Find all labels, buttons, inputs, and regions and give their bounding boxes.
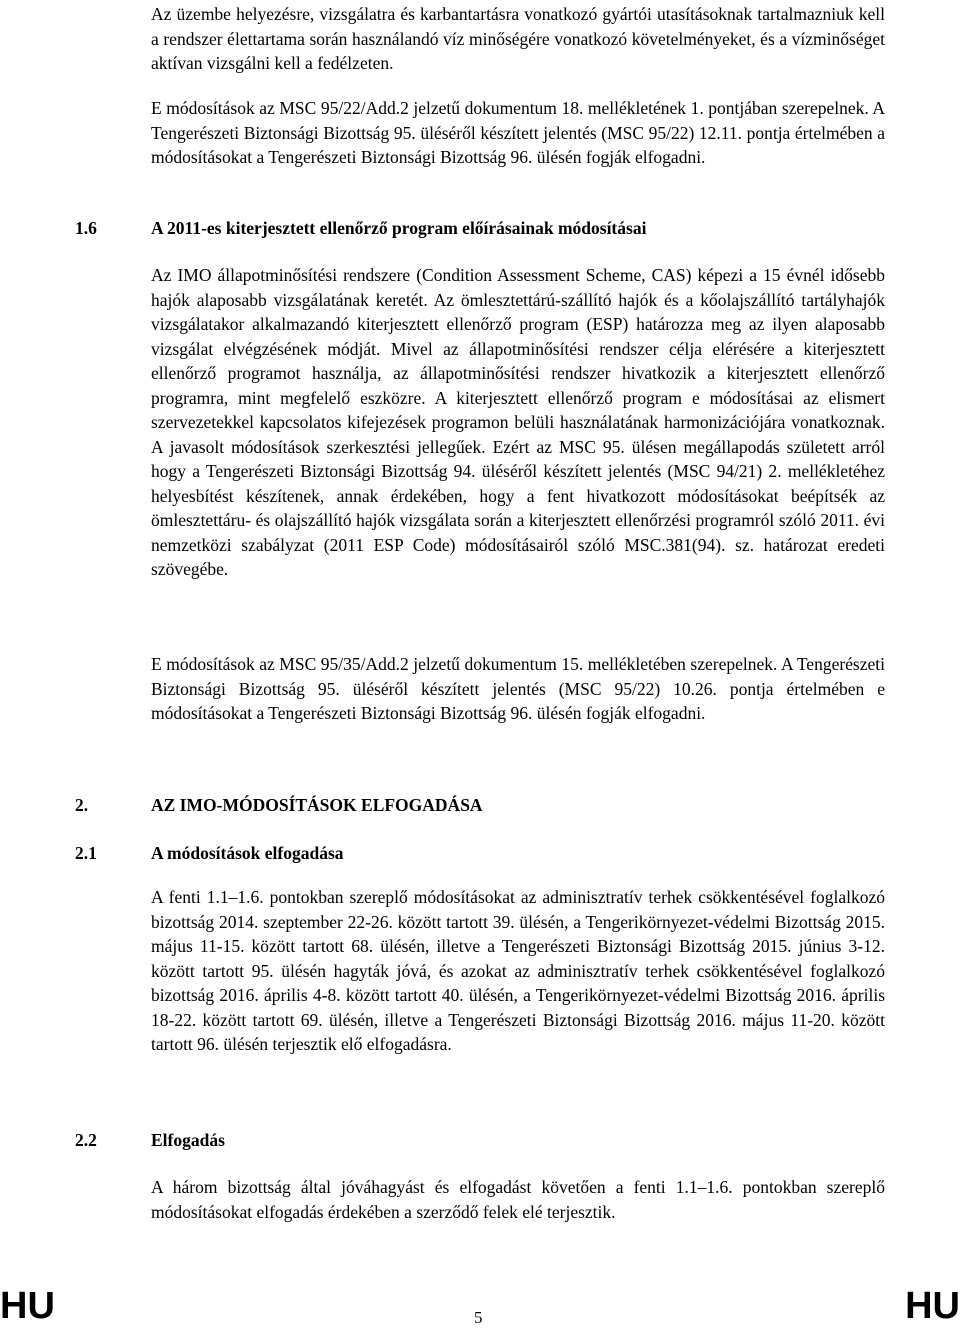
section-title-2-2: Elfogadás [151,1130,225,1150]
section-title-2-1: A módosítások elfogadása [151,843,344,863]
section-number-2-1: 2.1 [75,843,97,863]
footer-language-left: HU [0,1285,55,1327]
section-title-2: AZ IMO-MÓDOSÍTÁSOK ELFOGADÁSA [151,795,483,815]
section-number-2-2: 2.2 [75,1130,97,1150]
paragraph-msc-95-22-add2: E módosítások az MSC 95/22/Add.2 jelzetű dokumentum 18. mellékletének 1. pontjában szerepelnek. A Tengerészeti Biztonsági Bizottság 95. üléséről készített jelentés (MSC 95/22) 12.11. pontja értelmében a módosításokat a Tengerészeti Biztonsági Bizottság 96. ülésén fogják elfogadni. [151,98,885,167]
section-number-2: 2. [75,795,89,815]
section-number-1-6: 1.6 [75,218,97,238]
footer-page-number: 5 [474,1308,483,1327]
paragraph-cas-esp: Az IMO állapotminősítési rendszere (Condition Assessment Scheme, CAS) képezi a 15 évnél idősebb hajók alaposabb vizsgálatának keretét. Az ömlesztettárú-szállító hajók és a kőolajszállító tartályhajók vizsgálatakor alkalmazandó kiterjesztett ellenőrző program (ESP) határozza meg az ilyen alaposabb vizsgálat elvégzésének módját. Mivel az állapotminősítési rendszer célja elérésére a kiterjesztett ellenőrző programot használja, az állapotminősítési rendszer hivatkozik a kiterjesztett ellenőrző programra, mint megfelelő eszközre. A kiterjesztett ellenőrző program e módosításai az elismert szervezetekkel kapcsolatos kifejezések programon belüli használatának harmonizációjára vonatkoznak. A javasolt módosítások szerkesztési jellegűek. Ezért az MSC 95. ülésen megállapodás született arról hogy a Tengerészeti Biztonsági Bizottság 94. üléséről készített jelentés (MSC 94/21) 2. mellékletéhez helyesbítést készítenek, annak érdekében, hogy a fent hivatkozott módosításokat beépítsék az ömlesztettáru- és olajszállító hajók vizsgálata során a kiterjesztett ellenőrzési programról szóló 2011. évi nemzetközi szabályzat (2011 ESP Code) módosításairól szóló MSC.381(94). sz. határozat eredeti szövegébe. [151,265,885,579]
section-title-1-6: A 2011-es kiterjesztett ellenőrző program előírásainak módosításai [151,218,647,238]
paragraph-approval: A fenti 1.1–1.6. pontokban szereplő módosításokat az adminisztratív terhek csökkentésével foglalkozó bizottság 2014. szeptember 22-26. között tartott 39. ülésén, a Tengerikörnyezet-védelmi Bizottság 2015. május 11-15. között tartott 68. ülésén, illetve a Tengerészeti Biztonsági Bizottság 2015. június 3-12. között tartott 95. ülésén hagyták jóvá, és azokat az adminisztratív terhek csökkentésével foglalkozó bizottság 2016. április 4-8. között tartott 40. ülésén, a Tengerikörnyezet-védelmi Bizottság 2016. április 18-22. között tartott 69. ülésén, illetve a Tengerészeti Biztonsági Bizottság 2016. május 11-20. között tartott 96. ülésén terjesztik elő elfogadásra. [151,887,885,1054]
footer-language-right: HU [905,1285,960,1327]
paragraph-adoption: A három bizottság által jóváhagyást és elfogadást követően a fenti 1.1–1.6. pontokban szereplő módosításokat elfogadás érdekében a szerződő felek elé terjesztik. [151,1177,885,1222]
paragraph-msc-95-35-add2: E módosítások az MSC 95/35/Add.2 jelzetű dokumentum 15. mellékletében szerepelnek. A Tengerészeti Biztonsági Bizottság 95. üléséről készített jelentés (MSC 95/22) 10.26. pontja értelmében e módosításokat a Tengerészeti Biztonsági Bizottság 96. ülésén fogják elfogadni. [151,654,885,723]
paragraph-water-quality: Az üzembe helyezésre, vizsgálatra és karbantartásra vonatkozó gyártói utasításoknak tartalmazniuk kell a rendszer élettartama során használandó víz minőségére vonatkozó követelményeket, és a vízminőséget aktívan vizsgálni kell a fedélzeten. [151,4,885,73]
